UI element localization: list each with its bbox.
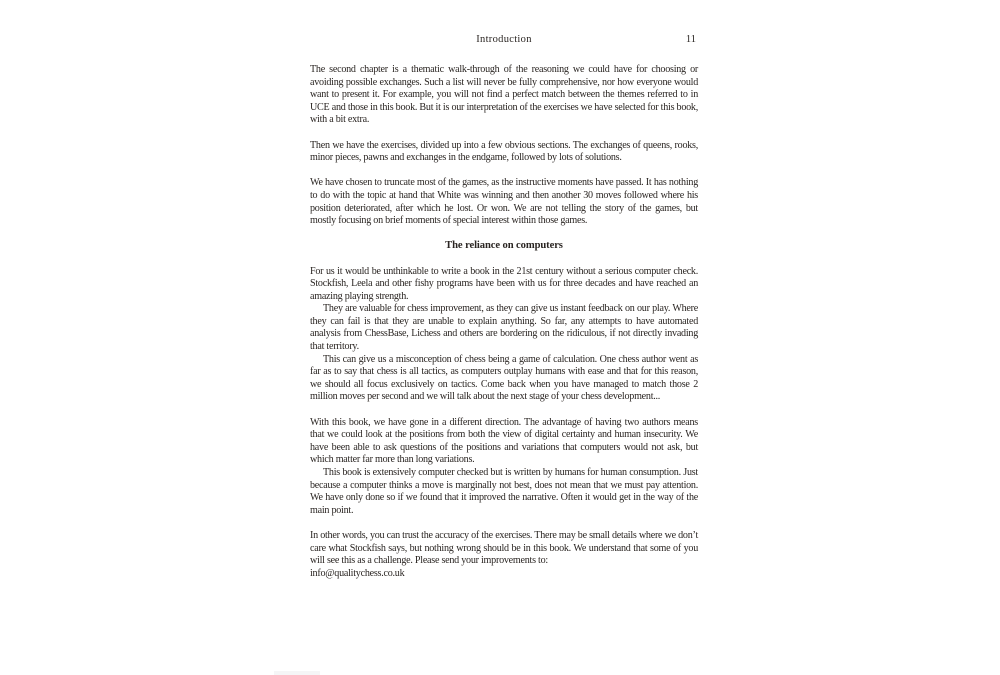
paragraph-truncate-games: We have chosen to truncate most of the games, as the instructive moments have passed. It has nothing to do with the topic at hand that White was winning and then another 30 moves followed where his position deteriorated, after which he lost. Or won. We are not telling the story of the games, but mostly focusing on brief moments of special interest within those games.: [310, 177, 698, 227]
paragraph-trust-accuracy-text: In other words, you can trust the accuracy of the exercises. There may be small details where we don’t care what Stockfish says, but nothing wrong should be in this book. We understand that some of you will see this as a challenge. Please send your improvements to:: [310, 529, 698, 567]
paragraph-human-consumption: This book is extensively computer checked but is written by humans for human consumption. Just because a computer thinks a move is marginally not best, does not mean that we must pay attention. We have only done so if we found that it improved the narrative. Often it would get in the way of the main point.: [310, 467, 698, 516]
paragraph-different-direction: With this book, we have gone in a different direction. The advantage of having two authors means that we could look at the positions from both the view of digital certainty and human insecurity. We have been able to ask questions of the positions and variations that computers would not ask, but which matter far more than long variations.: [310, 416, 698, 466]
contact-email: info@qualitychess.co.uk: [310, 567, 405, 579]
paragraph-chess-improvement: They are valuable for chess improvement, as they can give us instant feedback on our play. Where they can fail is that they are unable to explain anything. So far, any attempts to have automated analysis from ChessBase, Lichess and others are bordering on the ridiculous, if not directly invading that territory.: [310, 303, 698, 353]
chapter-title: Introduction: [476, 34, 532, 45]
text-column: [310, 64, 698, 580]
running-header: [310, 33, 698, 47]
paragraph-trust-accuracy: [310, 530, 698, 580]
paragraph-second-chapter: The second chapter is a thematic walk-through of the reasoning we could have for choosing or avoiding possible exchanges. Such a list will never be fully comprehensive, nor how everyone would want to present it. For example, you will not find a perfect match between the themes referred to in UCE and those in this book. But it is our interpretation of the exercises we have selected for this book, with a bit extra.: [310, 64, 698, 126]
section-heading: The reliance on computers: [445, 240, 563, 252]
page-edge-artifact: [274, 671, 320, 675]
paragraph-computer-check: For us it would be unthinkable to write a book in the 21st century without a serious computer check. Stockfish, Leela and other fishy programs have been with us for three decades and have reached an amazing playing strength.: [310, 265, 698, 302]
page-number: 11: [685, 34, 696, 45]
paragraph-exercises: Then we have the exercises, divided up into a few obvious sections. The exchanges of queens, rooks, minor pieces, pawns and exchanges in the endgame, followed by lots of solutions.: [310, 139, 698, 164]
paragraph-misconception: This can give us a misconception of chess being a game of calculation. One chess author went as far as to say that chess is all tactics, as computers outplay humans with ease and that for this reason, we should all focus exclusively on tactics. Come back when you have managed to match those 2 million moves per second and we will talk about the next stage of your chess development...: [310, 353, 698, 403]
